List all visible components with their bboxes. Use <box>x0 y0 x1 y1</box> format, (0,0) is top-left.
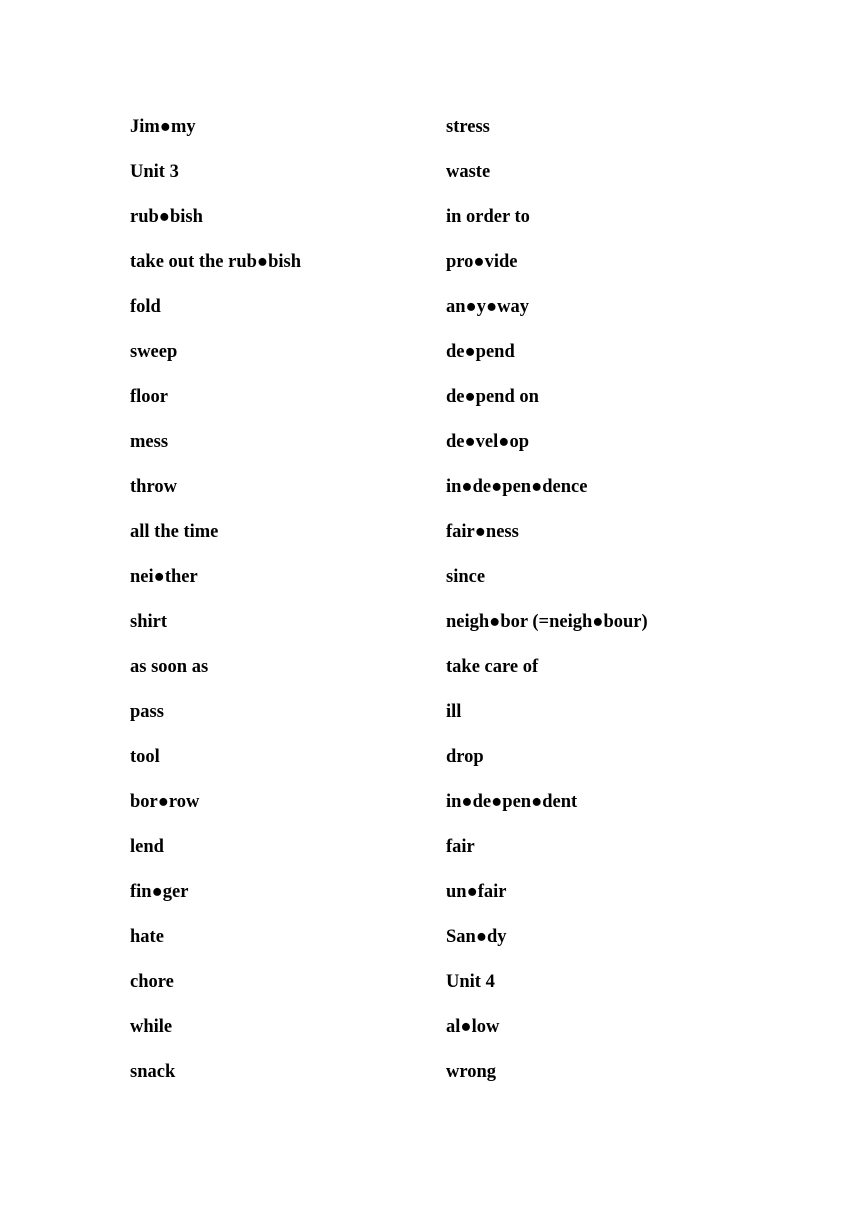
vocabulary-word: take care of <box>446 657 539 677</box>
vocabulary-word: sweep <box>130 342 178 362</box>
vocabulary-word: neigh●bor (=neigh●bour) <box>446 612 648 632</box>
vocabulary-word: while <box>130 1017 173 1037</box>
vocabulary-word: rub●bish <box>130 207 203 227</box>
vocabulary-word: drop <box>446 747 484 767</box>
vocabulary-word: fair●ness <box>446 522 519 542</box>
vocabulary-word: shirt <box>130 612 167 632</box>
vocabulary-word: throw <box>130 477 177 497</box>
vocabulary-column-left <box>130 115 430 1105</box>
vocabulary-word: de●pend <box>446 342 515 362</box>
vocabulary-column-right <box>446 115 806 1105</box>
vocabulary-word: al●low <box>446 1017 500 1037</box>
vocabulary-word: since <box>446 567 486 587</box>
unit-heading: Unit 4 <box>446 972 495 992</box>
vocabulary-word: in●de●pen●dent <box>446 792 578 812</box>
vocabulary-word: de●pend on <box>446 387 539 407</box>
vocabulary-word: fold <box>130 297 161 317</box>
vocabulary-word: take out the rub●bish <box>130 252 302 272</box>
vocabulary-word: snack <box>130 1062 176 1082</box>
vocabulary-word: floor <box>130 387 169 407</box>
vocabulary-word: lend <box>130 837 164 857</box>
vocabulary-word: un●fair <box>446 882 507 902</box>
vocabulary-word: as soon as <box>130 657 209 677</box>
vocabulary-word: pro●vide <box>446 252 518 272</box>
vocabulary-word: San●dy <box>446 927 507 947</box>
vocabulary-word: in●de●pen●dence <box>446 477 588 497</box>
vocabulary-word: an●y●way <box>446 297 529 317</box>
vocabulary-word: bor●row <box>130 792 200 812</box>
vocabulary-word: Jim●my <box>130 117 196 137</box>
vocabulary-word: tool <box>130 747 160 767</box>
vocabulary-word: fin●ger <box>130 882 189 902</box>
vocabulary-word: wrong <box>446 1062 497 1082</box>
vocabulary-word: waste <box>446 162 491 182</box>
vocabulary-word: pass <box>130 702 164 722</box>
vocabulary-word: mess <box>130 432 169 452</box>
vocabulary-word: hate <box>130 927 164 947</box>
vocabulary-word: chore <box>130 972 174 992</box>
vocabulary-word: nei●ther <box>130 567 198 587</box>
vocabulary-word: de●vel●op <box>446 432 529 452</box>
vocabulary-word: in order to <box>446 207 530 227</box>
unit-heading: Unit 3 <box>130 162 179 182</box>
vocabulary-word: stress <box>446 117 490 137</box>
vocabulary-word: fair <box>446 837 475 857</box>
vocabulary-word: all the time <box>130 522 219 542</box>
vocabulary-word: ill <box>446 702 462 722</box>
